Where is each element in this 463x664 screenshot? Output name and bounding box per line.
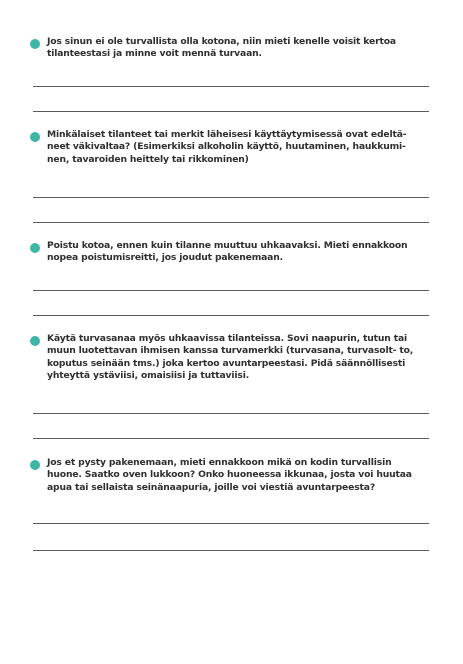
writing-line xyxy=(33,438,429,439)
item-text: Jos et pysty pakenemaan, mieti ennakkoon mikä on kodin turvallisin huone. Saatko oven lukkoon? Onko huoneessa ikkunaa, josta voi huutaa apua tai sellaista seinänaapuria, joille voi viestiä avuntarpeesta? xyxy=(47,457,412,493)
bullet-icon xyxy=(30,243,40,253)
item-text: Käytä turvasanaa myös uhkaavissa tilanteissa. Sovi naapurin, tutun tai muun luotettavan ihmisen kanssa turvamerkki (turvasana, turvasolt- to, koputus seinään tms.) joka kertoo avuntarpeestasi. Pidä säännöllisesti yhteyttä ystäviisi, omaisiisi ja tuttaviisi. xyxy=(47,333,414,382)
writing-line xyxy=(33,413,429,414)
item-text: Jos sinun ei ole turvallista olla kotona, niin mieti kenelle voisit kertoa tilanteestasi ja minne voit mennä turvaan. xyxy=(47,36,396,60)
writing-line xyxy=(33,523,429,524)
item-text: Poistu kotoa, ennen kuin tilanne muuttuu uhkaavaksi. Mieti ennakkoon nopea poistumisreitti, jos joudut pakenemaan. xyxy=(47,240,408,264)
bullet-icon xyxy=(30,132,40,142)
writing-line xyxy=(33,315,429,316)
bullet-icon xyxy=(30,39,40,49)
bullet-icon xyxy=(30,460,40,470)
writing-line xyxy=(33,197,429,198)
bullet-icon xyxy=(30,336,40,346)
writing-line xyxy=(33,111,429,112)
writing-line xyxy=(33,222,429,223)
writing-line xyxy=(33,290,429,291)
item-text: Minkälaiset tilanteet tai merkit läheisesi käyttäytymisessä ovat edeltä- neet väkivaltaa? (Esimerkiksi alkoholin käyttö, huutaminen, haukkumi- nen, tavaroiden heittely tai rikkominen) xyxy=(47,129,407,165)
writing-line xyxy=(33,550,429,551)
writing-line xyxy=(33,86,429,87)
